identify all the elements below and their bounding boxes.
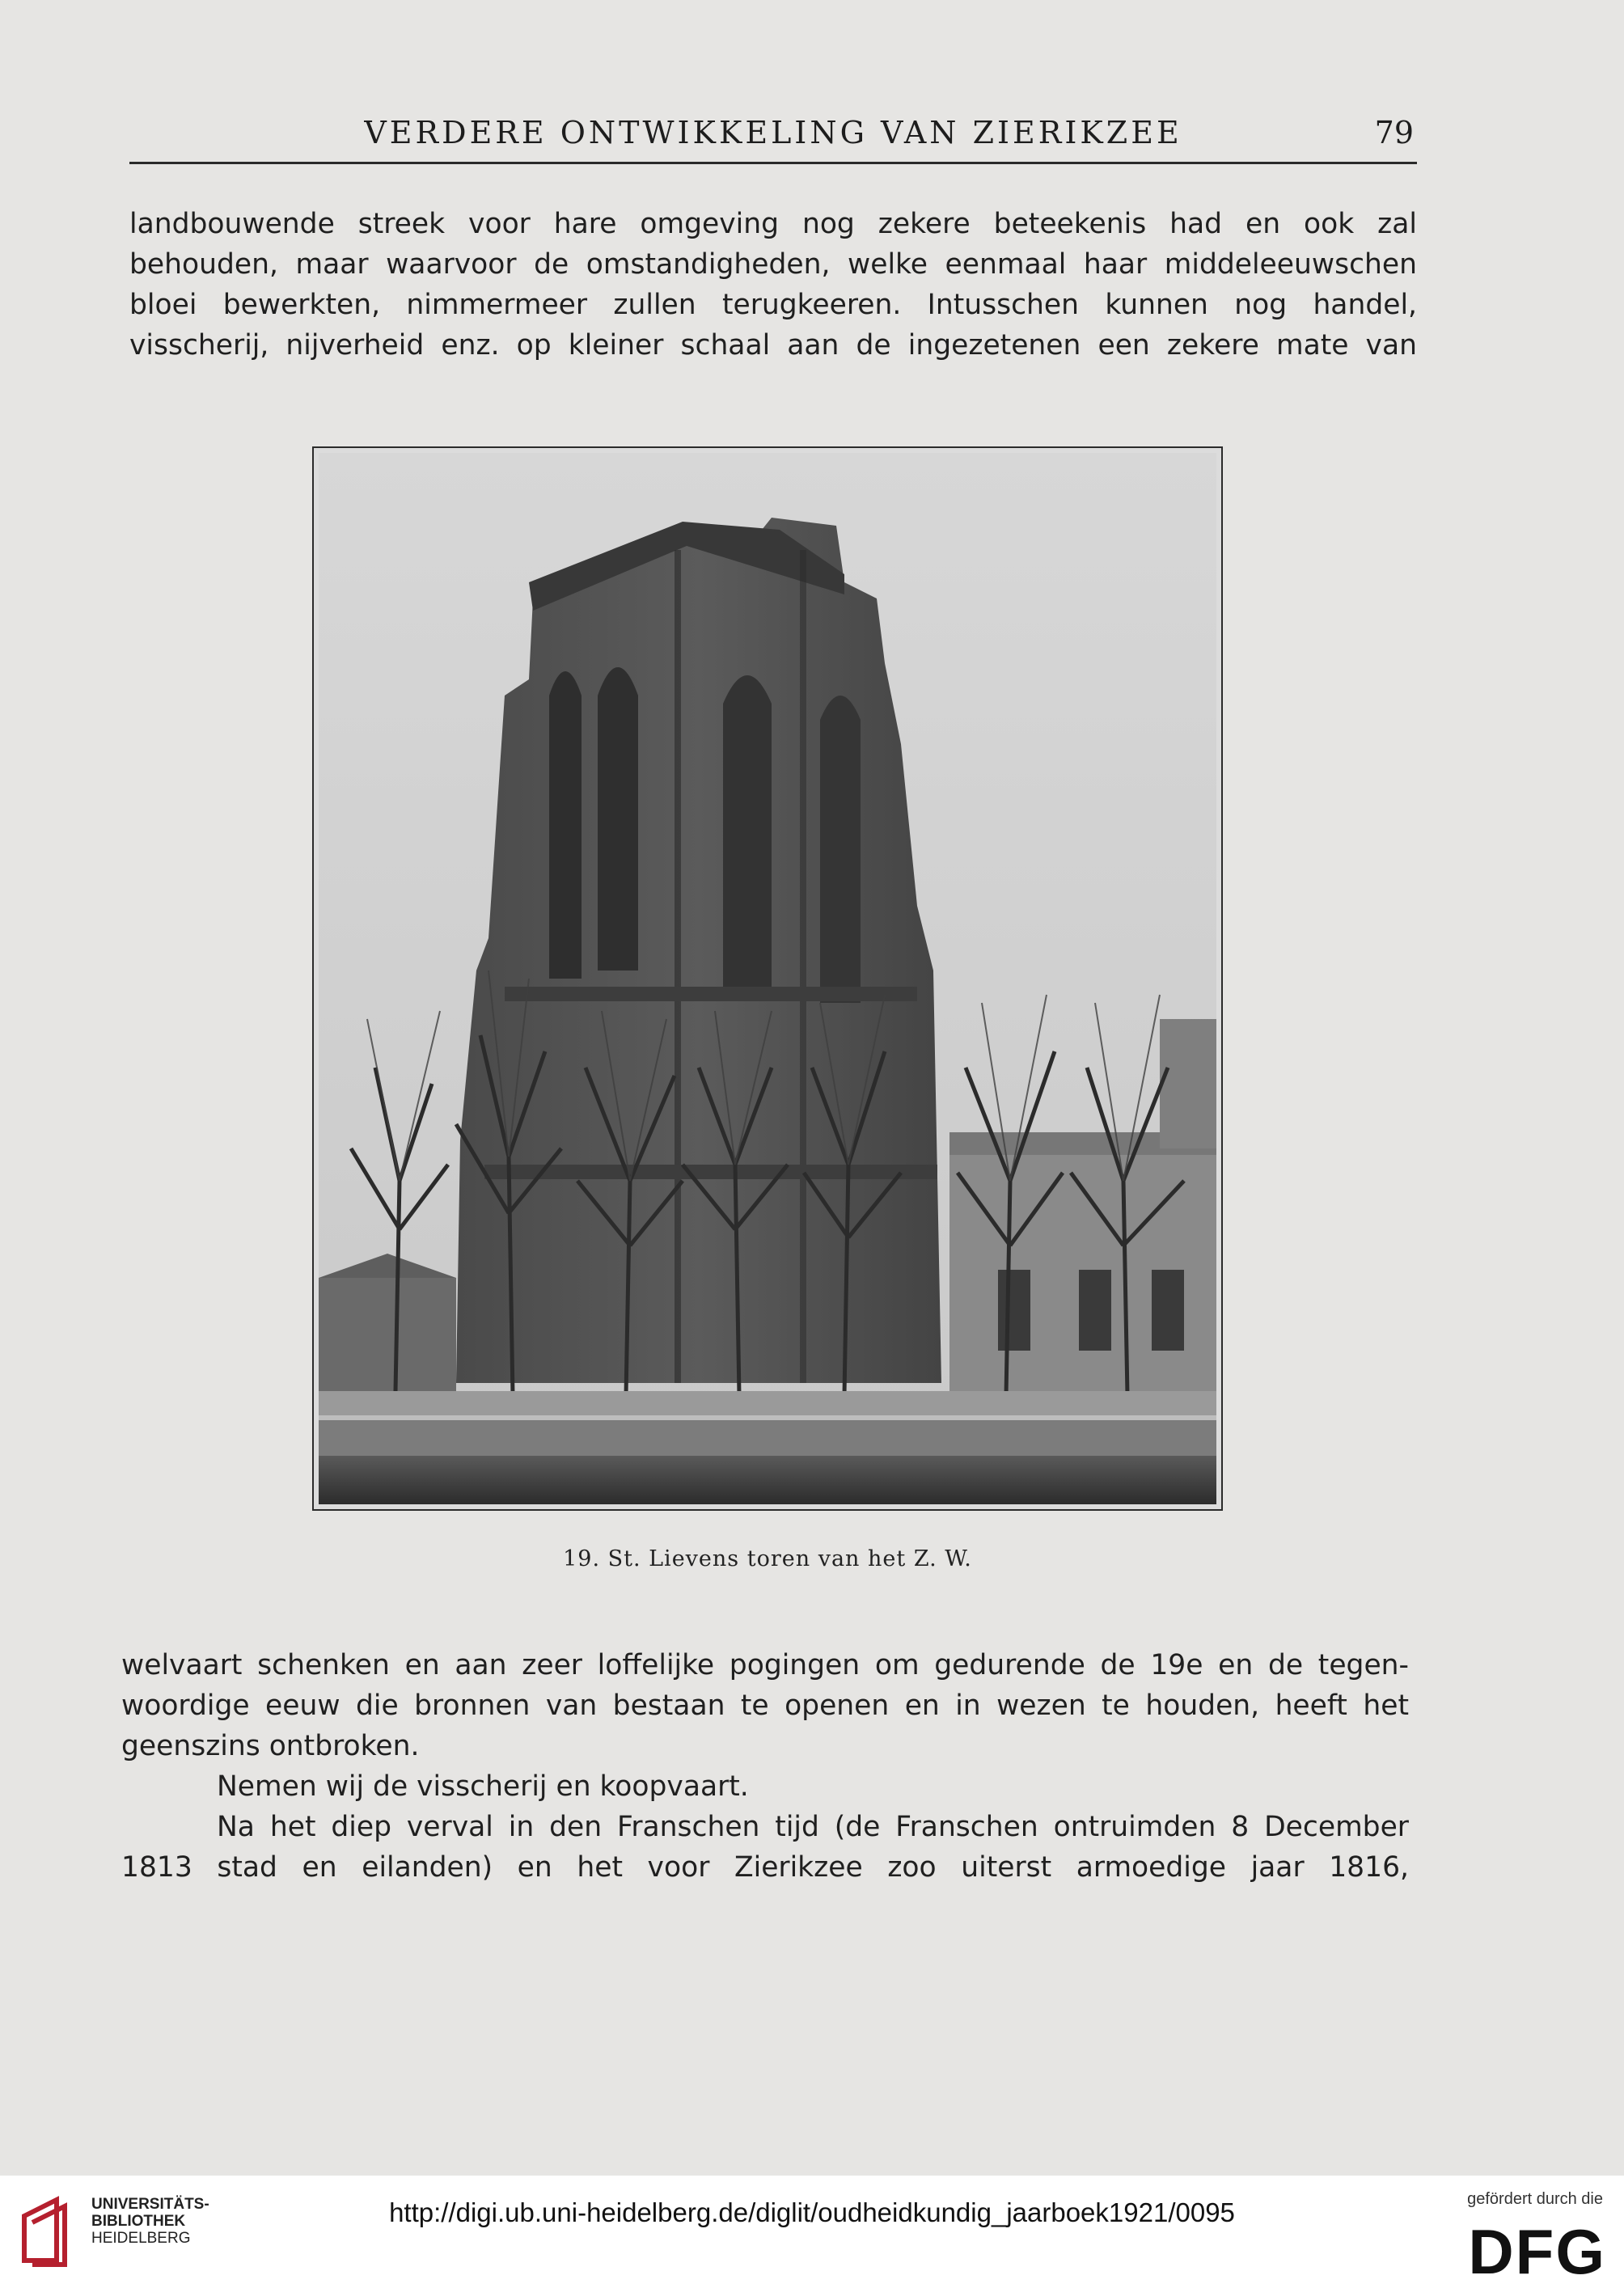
text-line: geenszins ontbroken. bbox=[121, 1730, 420, 1762]
library-name-line: UNIVERSITÄTS- bbox=[91, 2196, 209, 2213]
text-line: bloei bewerkten, nimmermeer zullen terugkeeren. Intusschen kunnen nog handel, bbox=[129, 289, 1417, 321]
running-header bbox=[129, 113, 1417, 164]
library-name-line: BIBLIOTHEK bbox=[91, 2213, 186, 2230]
text-block-bottom bbox=[121, 1645, 1409, 1888]
text-line: 1813 stad en eilanden) en het voor Zierikzee zoo uiterst armoedige jaar 1816, bbox=[121, 1851, 1409, 1884]
running-title: VERDERE ONTWIKKELING VAN ZIERIKZEE bbox=[364, 115, 1182, 150]
library-name-line: HEIDELBERG bbox=[91, 2230, 191, 2247]
figure-caption: 19. St. Lievens toren van het Z. W. bbox=[563, 1546, 972, 1571]
funding-claim: gefördert durch die bbox=[1467, 2190, 1603, 2208]
text-block-top bbox=[129, 204, 1417, 366]
footer-bar bbox=[0, 2176, 1624, 2288]
paragraph-first-line: Nemen wij de visscherij en koopvaart. bbox=[217, 1770, 749, 1803]
page-number: 79 bbox=[1374, 115, 1414, 150]
text-line: visscherij, nijverheid enz. op kleiner schaal aan de ingezetenen een zekere mate van bbox=[129, 329, 1417, 362]
text-line: behouden, maar waarvoor de omstandigheden, welke eenmaal haar middeleeuwschen bbox=[129, 248, 1417, 281]
tower-photograph bbox=[319, 453, 1216, 1504]
text-line: woordige eeuw die bronnen van bestaan te openen en in wezen te houden, heeft het bbox=[121, 1690, 1409, 1722]
dfg-logo[interactable]: DFG bbox=[1468, 2216, 1606, 2287]
text-line: welvaart schenken en aan zeer loffelijke pogingen om gedurende de 19e en de tegen- bbox=[121, 1649, 1409, 1681]
text-line: landbouwende streek voor hare omgeving nog zekere beteekenis had en ook zal bbox=[129, 208, 1417, 240]
paragraph-first-line: Na het diep verval in den Franschen tijd (de Franschen ontruimden 8 December bbox=[217, 1811, 1409, 1843]
figure-photo bbox=[312, 446, 1223, 1511]
source-url-link[interactable]: http://digi.ub.uni-heidelberg.de/diglit/oudheidkundig_jaarboek1921/0095 bbox=[389, 2197, 1235, 2227]
